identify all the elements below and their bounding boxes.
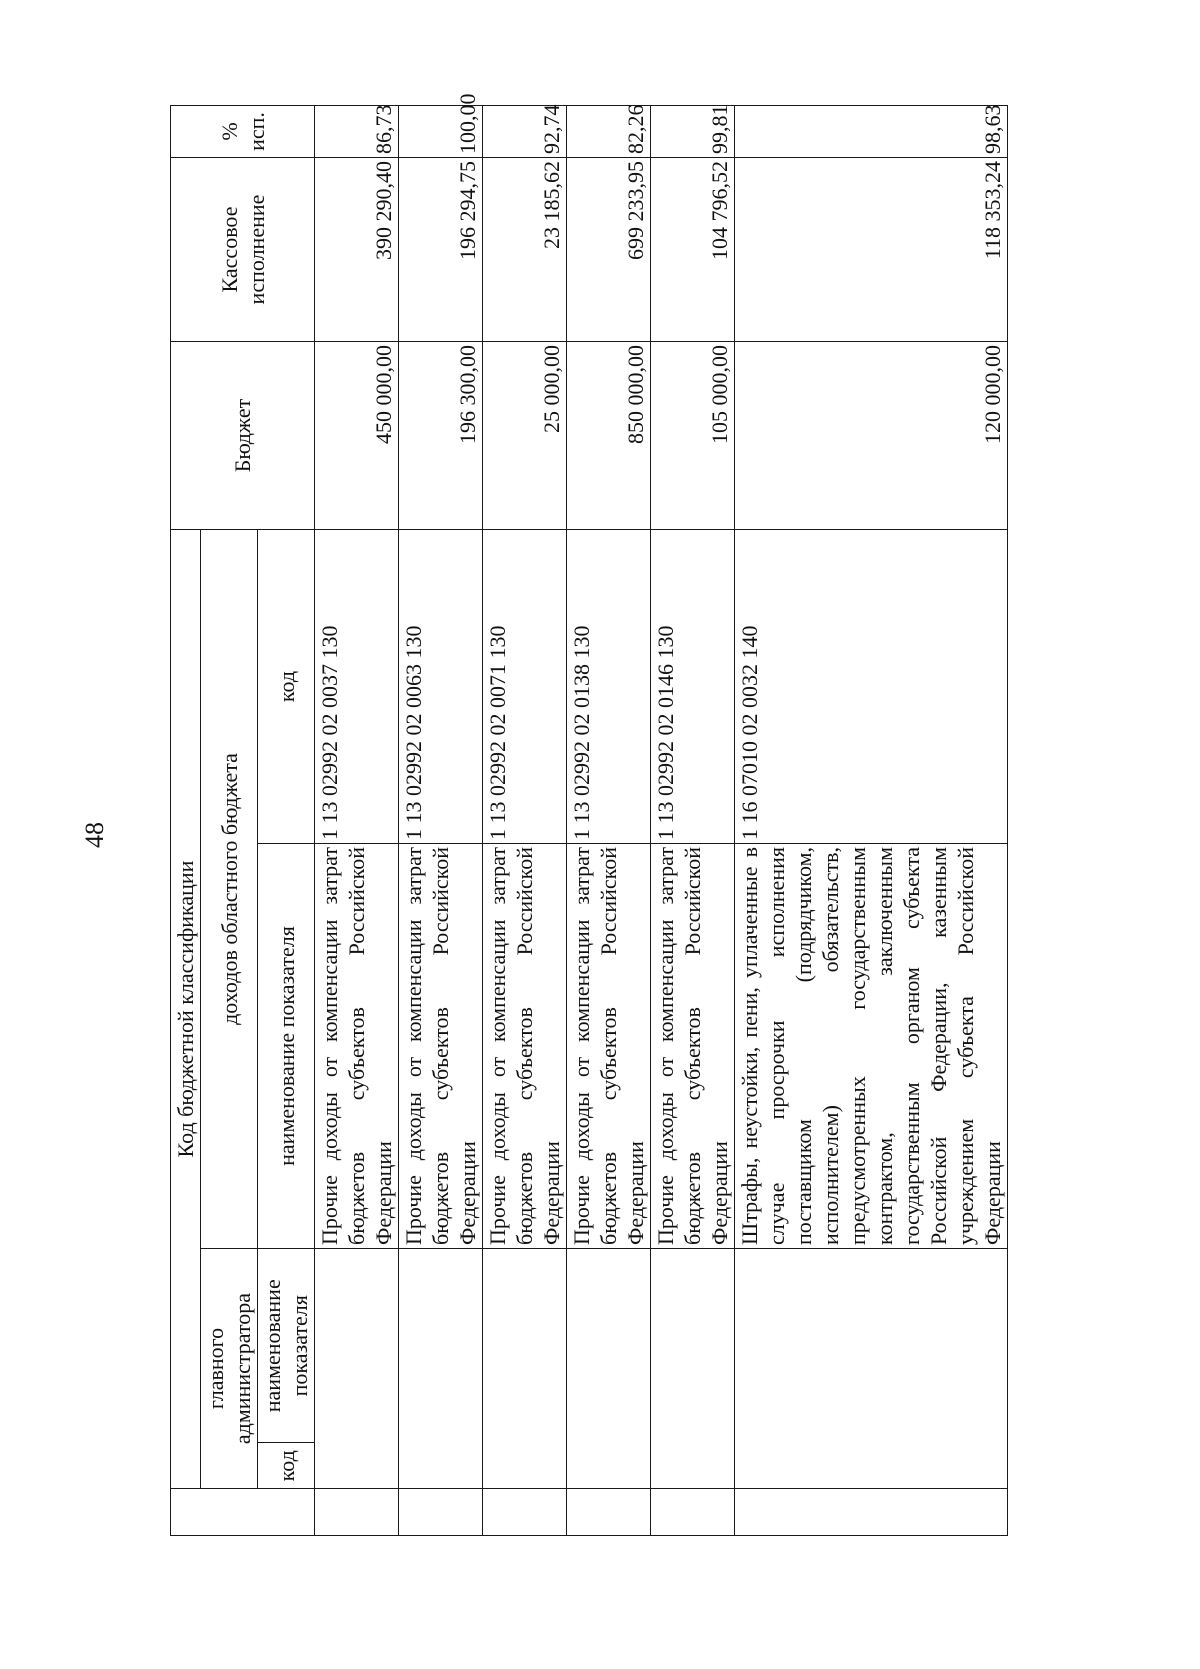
- header-admin-code: код: [258, 1443, 314, 1488]
- budget-cell: 25 000,00: [483, 342, 567, 530]
- header-income-code: код: [258, 530, 315, 844]
- page-number: 48: [80, 822, 109, 848]
- percent-cell: 98,63: [735, 106, 1008, 158]
- budget-cell: 105 000,00: [651, 342, 735, 530]
- income-code-cell: 1 13 02992 02 0138 130: [567, 530, 651, 844]
- admin-cell: [567, 1249, 651, 1489]
- indicator-name-cell: Прочие доходы от компенсации затрат бюджетов субъектов Российской Федерации: [651, 844, 735, 1249]
- budget-cell: 120 000,00: [735, 342, 1008, 530]
- cash-execution-cell: 118 353,24: [735, 158, 1008, 342]
- spacer-cell: [567, 1489, 651, 1536]
- indicator-name-cell: Прочие доходы от компенсации затрат бюджетов субъектов Российской Федерации: [399, 844, 483, 1249]
- header-budget: Бюджет: [171, 342, 315, 530]
- percent-cell: 82,26: [567, 106, 651, 158]
- indicator-name-cell: Штрафы, неустойки, пени, уплаченные в случае просрочки исполнения поставщиком (подрядчиком, исполнителем) обязательств, предусмотренных государственным контрактом, заключенным государственным органом субъекта Российской Федерации, казенным учреждением субъекта Российской Федерации: [735, 844, 1008, 1249]
- spacer-cell: [315, 1489, 399, 1536]
- indicator-name-cell: Прочие доходы от компенсации затрат бюджетов субъектов Российской Федерации: [315, 844, 399, 1249]
- spacer-cell: [171, 1489, 315, 1536]
- admin-cell: [735, 1249, 1008, 1489]
- budget-cell: 196 300,00: [399, 342, 483, 530]
- income-code-cell: 1 13 02992 02 0037 130: [315, 530, 399, 844]
- spacer-cell: [735, 1489, 1008, 1536]
- indicator-name-cell: Прочие доходы от компенсации затрат бюджетов субъектов Российской Федерации: [567, 844, 651, 1249]
- spacer-cell: [483, 1489, 567, 1536]
- percent-cell: 86,73: [315, 106, 399, 158]
- indicator-name-cell: Прочие доходы от компенсации затрат бюджетов субъектов Российской Федерации: [483, 844, 567, 1249]
- income-code-cell: 1 13 02992 02 0146 130: [651, 530, 735, 844]
- header-main-admin: главного администратора: [201, 1249, 258, 1489]
- admin-cell: [399, 1249, 483, 1489]
- income-code-cell: 1 13 02992 02 0071 130: [483, 530, 567, 844]
- header-regional-income: доходов областного бюджета: [201, 530, 258, 1249]
- admin-cell: [315, 1249, 399, 1489]
- cash-execution-cell: 390 290,40: [315, 158, 399, 342]
- budget-table: [170, 93, 1008, 1536]
- percent-cell: 99,81: [651, 106, 735, 158]
- table-row: [735, 106, 1008, 1536]
- percent-cell: 100,00: [399, 106, 483, 158]
- income-code-cell: 1 13 02992 02 0063 130: [399, 530, 483, 844]
- admin-cell: [483, 1249, 567, 1489]
- spacer-cell: [399, 1489, 483, 1536]
- cash-execution-cell: 699 233,95: [567, 158, 651, 342]
- table-row: [399, 106, 483, 1536]
- header-classification: Код бюджетной классификации: [171, 530, 201, 1489]
- budget-cell: 850 000,00: [567, 342, 651, 530]
- admin-cell: [651, 1249, 735, 1489]
- header-indicator-name: наименование показателя: [258, 844, 315, 1249]
- table-row: [651, 106, 735, 1536]
- table-row: [315, 106, 399, 1536]
- rotated-table-wrapper: [170, 93, 1200, 1536]
- percent-cell: 92,74: [483, 106, 567, 158]
- header-cash-execution: Кассовое исполнение: [171, 158, 315, 342]
- spacer-cell: [651, 1489, 735, 1536]
- cash-execution-cell: 196 294,75: [399, 158, 483, 342]
- cash-execution-cell: 23 185,62: [483, 158, 567, 342]
- header-percent: % исп.: [171, 106, 315, 158]
- budget-cell: 450 000,00: [315, 342, 399, 530]
- table-row: [567, 106, 651, 1536]
- table-row: [483, 106, 567, 1536]
- cash-execution-cell: 104 796,52: [651, 158, 735, 342]
- header-admin-name: наименование показателя: [260, 1279, 312, 1413]
- header-admin-sub: [258, 1249, 315, 1489]
- income-code-cell: 1 16 07010 02 0032 140: [735, 530, 1008, 844]
